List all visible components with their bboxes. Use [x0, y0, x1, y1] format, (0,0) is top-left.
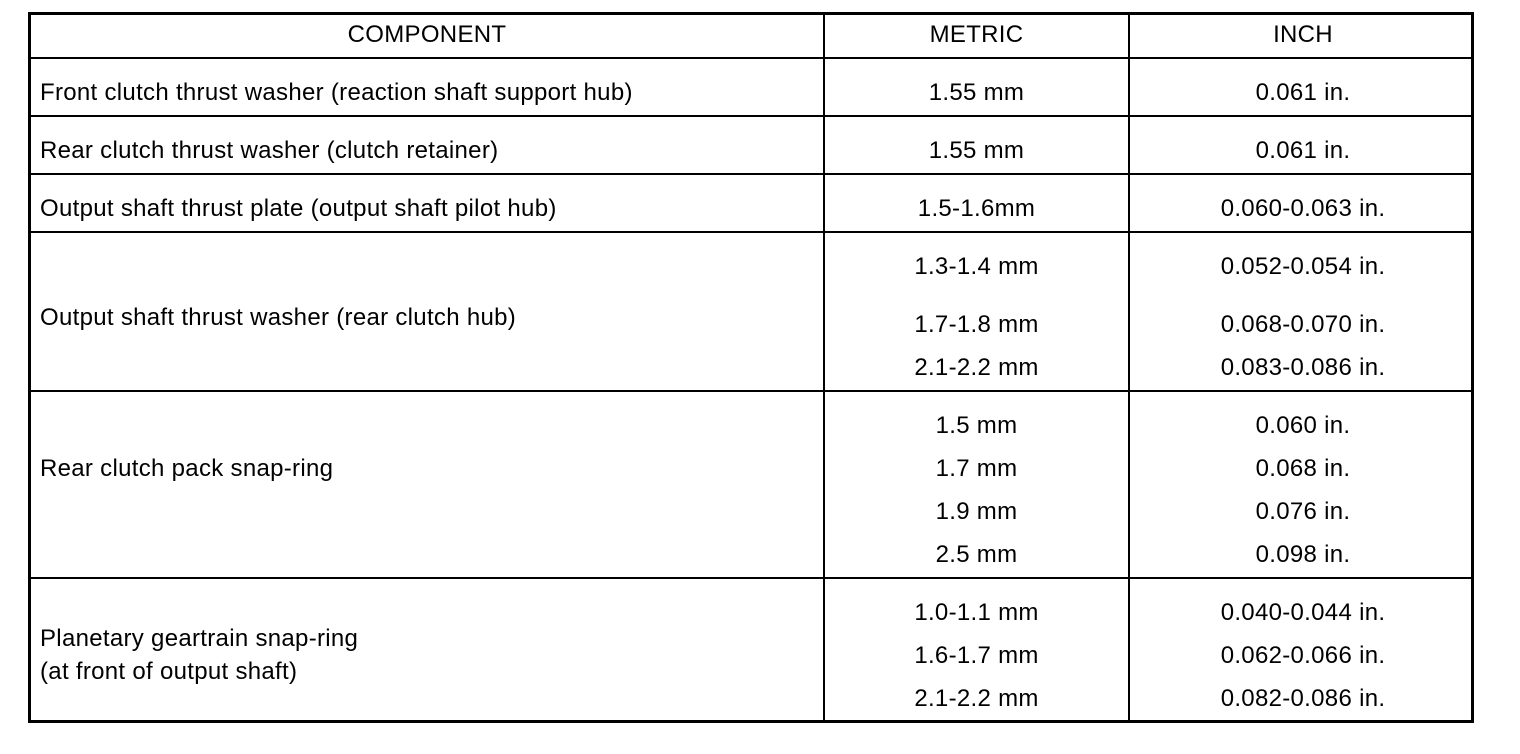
cell-metric: 1.0-1.1 mm [914, 599, 1039, 626]
cell-inch: 0.068 in. [1255, 455, 1351, 482]
cell-inch: 0.052-0.054 in. [1220, 253, 1386, 280]
cell-inch: 0.061 in. [1255, 79, 1351, 106]
cell-inch: 0.082-0.086 in. [1220, 685, 1386, 712]
row-divider [31, 390, 1471, 392]
row-divider [31, 115, 1471, 117]
row-divider [31, 577, 1471, 579]
cell-metric: 1.7-1.8 mm [914, 311, 1039, 338]
cell-inch: 0.040-0.044 in. [1220, 599, 1386, 626]
cell-metric: 1.5-1.6mm [917, 195, 1036, 222]
cell-metric: 1.5 mm [935, 412, 1018, 439]
cell-component: Rear clutch thrust washer (clutch retainer) [40, 137, 499, 164]
spec-table [28, 12, 1474, 723]
cell-metric: 1.55 mm [928, 79, 1025, 106]
cell-metric: 2.5 mm [935, 541, 1018, 568]
cell-inch: 0.060-0.063 in. [1220, 195, 1386, 222]
cell-inch: 0.062-0.066 in. [1220, 642, 1386, 669]
header-inch: INCH [1273, 21, 1333, 48]
cell-inch: 0.068-0.070 in. [1220, 311, 1386, 338]
cell-component: Output shaft thrust washer (rear clutch hub) [40, 304, 517, 331]
cell-metric: 1.55 mm [928, 137, 1025, 164]
cell-metric: 1.7 mm [935, 455, 1018, 482]
cell-component: Planetary geartrain snap-ring [40, 625, 359, 652]
cell-inch: 0.076 in. [1255, 498, 1351, 525]
cell-component: (at front of output shaft) [40, 658, 298, 685]
header-metric: METRIC [929, 21, 1024, 48]
row-divider [31, 173, 1471, 175]
cell-metric: 1.3-1.4 mm [914, 253, 1039, 280]
cell-metric: 2.1-2.2 mm [914, 685, 1039, 712]
row-divider [31, 231, 1471, 233]
cell-component: Front clutch thrust washer (reaction shaft support hub) [40, 79, 633, 106]
cell-inch: 0.098 in. [1255, 541, 1351, 568]
cell-metric: 1.9 mm [935, 498, 1018, 525]
cell-metric: 2.1-2.2 mm [914, 354, 1039, 381]
cell-inch: 0.061 in. [1255, 137, 1351, 164]
cell-inch: 0.060 in. [1255, 412, 1351, 439]
cell-metric: 1.6-1.7 mm [914, 642, 1039, 669]
cell-inch: 0.083-0.086 in. [1220, 354, 1386, 381]
cell-component: Output shaft thrust plate (output shaft pilot hub) [40, 195, 557, 222]
cell-component: Rear clutch pack snap-ring [40, 455, 334, 482]
row-divider [31, 57, 1471, 59]
header-component: COMPONENT [347, 21, 507, 48]
